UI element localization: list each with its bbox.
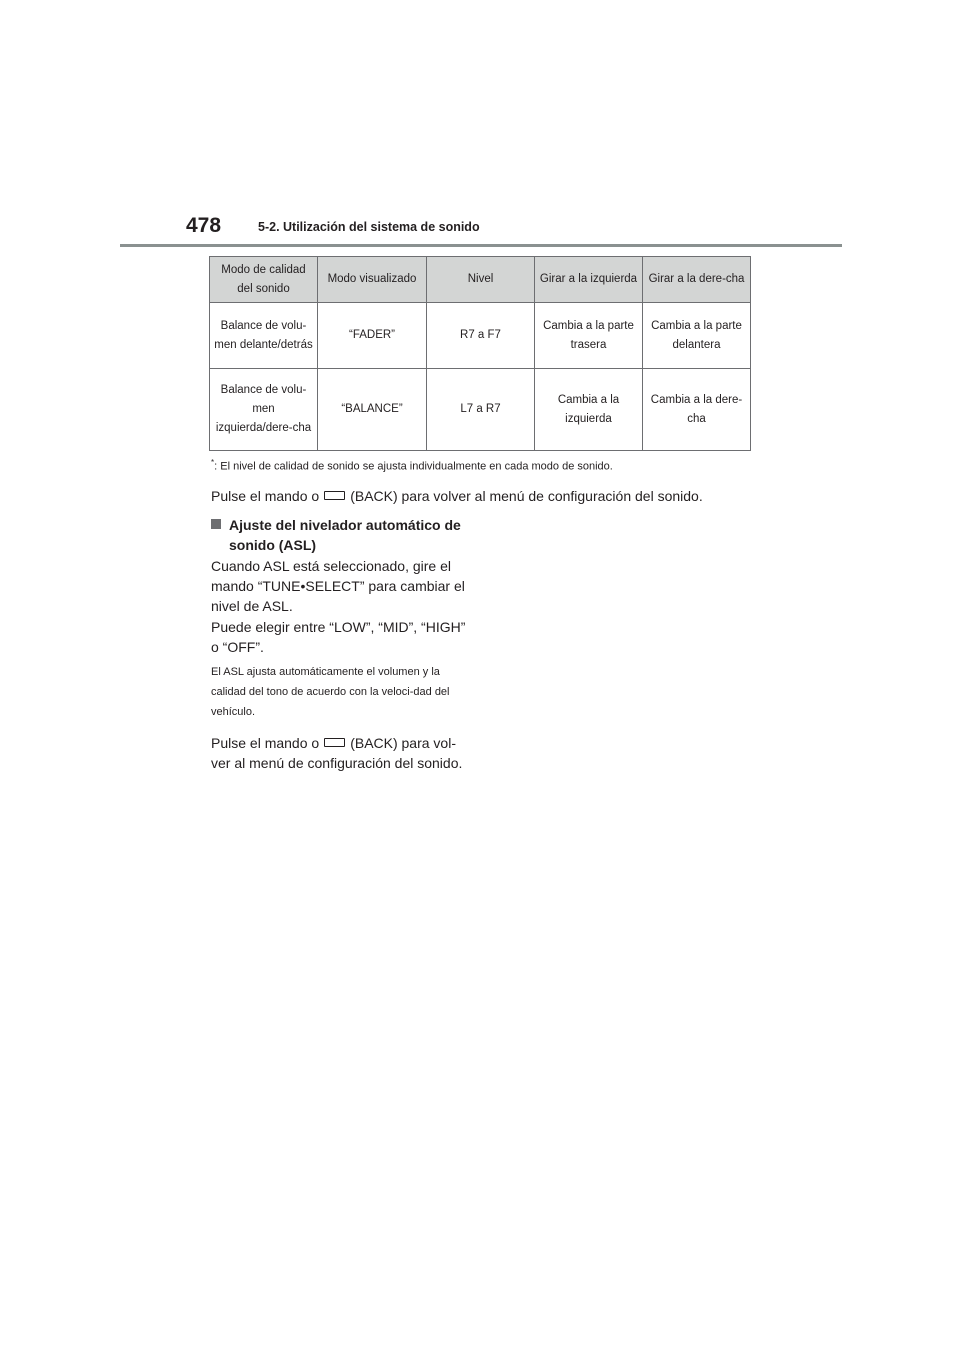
section-title: 5-2. Utilización del sistema de sonido	[258, 220, 480, 234]
table-cell: Cambia a la izquierda	[535, 369, 643, 451]
table-cell: R7 a F7	[427, 303, 535, 369]
table-header-cell: Girar a la dere-cha	[643, 257, 751, 303]
footnote-marker: *	[211, 458, 215, 467]
table-cell: Balance de volu-men delante/detrás	[210, 303, 318, 369]
back-button-icon	[324, 491, 345, 500]
table-row	[210, 303, 751, 369]
footnote-text: : El nivel de calidad de sonido se ajusta individualmente en cada modo de sonido.	[214, 460, 613, 473]
table-cell: “FADER”	[318, 303, 427, 369]
table-cell: Cambia a la parte trasera	[535, 303, 643, 369]
header-rule	[120, 244, 842, 247]
asl-heading	[211, 515, 471, 555]
table-header-row	[210, 257, 751, 303]
asl-paragraph-back	[211, 733, 471, 773]
table-header-cell: Girar a la izquierda	[535, 257, 643, 303]
asl-heading-text: Ajuste del nivelador automático de sonido (ASL)	[229, 517, 461, 553]
table-cell: “BALANCE”	[318, 369, 427, 451]
table-footnote	[211, 455, 751, 475]
asl-note: El ASL ajusta automáticamente el volumen y la calidad del tono de acuerdo con la veloci-dad del vehículo.	[211, 666, 450, 718]
table-cell: Cambia a la dere-cha	[643, 369, 751, 451]
back-instruction-after: (BACK) para volver al menú de configuración del sonido.	[350, 488, 703, 504]
table-header-cell: Nivel	[427, 257, 535, 303]
table-cell: Balance de volu-men izquierda/dere-cha	[210, 369, 318, 451]
page-number: 478	[186, 214, 222, 237]
asl-back-before: Pulse el mando o	[211, 735, 320, 751]
asl-back-after: (BACK) para vol-ver al menú de configuración del sonido.	[211, 735, 463, 771]
table-row	[210, 369, 751, 451]
asl-paragraph-options: Puede elegir entre “LOW”, “MID”, “HIGH” o “OFF”.	[211, 619, 466, 655]
table-header-cell: Modo visualizado	[318, 257, 427, 303]
back-button-icon	[324, 738, 345, 747]
back-instruction	[211, 486, 771, 506]
table-header-cell: Modo de calidad del sonido	[210, 257, 318, 303]
table-cell: L7 a R7	[427, 369, 535, 451]
asl-paragraph-select: Cuando ASL está seleccionado, gire el mando “TUNE•SELECT” para cambiar el nivel de ASL.	[211, 558, 465, 614]
bullet-square-icon	[211, 519, 221, 529]
back-instruction-before: Pulse el mando o	[211, 488, 320, 504]
sound-settings-table	[209, 256, 751, 451]
table-cell: Cambia a la parte delantera	[643, 303, 751, 369]
